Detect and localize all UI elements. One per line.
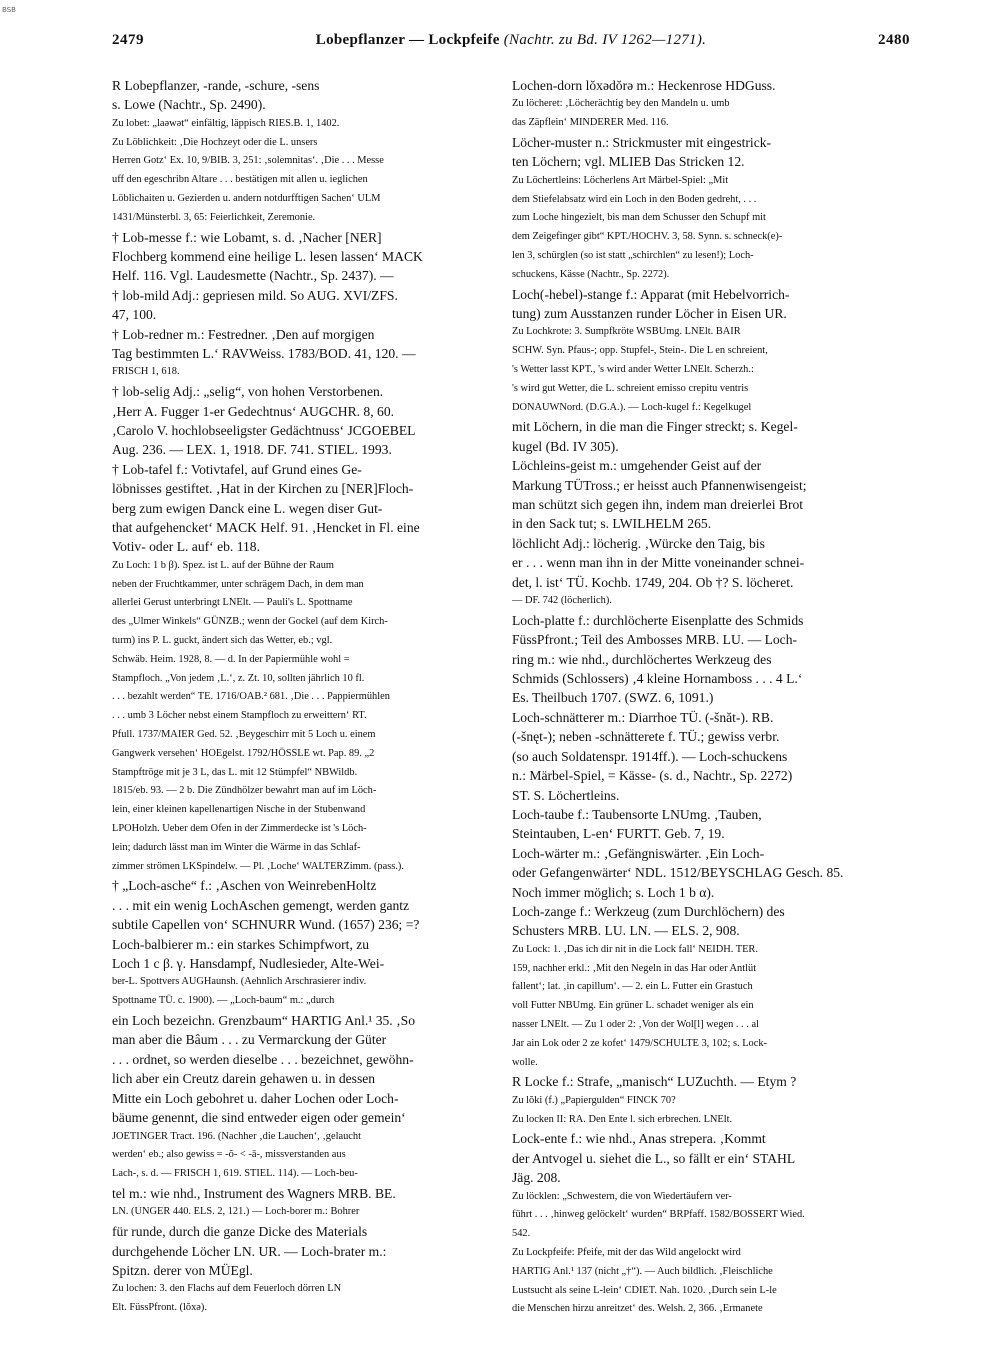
text-line: man schützt sich gegen ihn, indem man dreierlei Brot [512, 497, 804, 513]
text-line: zum Loche hingezielt, bis man dem Schusser den Schupf mit [512, 212, 766, 224]
text-line: Jar ain Lok oder 2 ze kofet‘ 1479/SCHULTE 3, 102; s. Lock- [512, 1037, 768, 1049]
text-line: Herren Gotz‘ Ex. 10, 9/BIB. 3, 251: ‚solemnitas‘. ‚Die . . . Messe [112, 155, 384, 167]
text-line: oder Gefangenwärter‘ NDL. 1512/BEYSCHLAG Gesch. 85. [512, 865, 844, 881]
text-line: dem Zeigefinger gibt“ KPT./HOCHV. 3, 58. Synn. s. schneck(e)- [512, 231, 783, 243]
text-line: Loch-schnätterer m.: Diarrhoe TÜ. (-šnăt-). RB. [512, 709, 774, 725]
text-line: † Lob-tafel f.: Votivtafel, auf Grund eines Ge- [112, 461, 362, 477]
text-line: Zu lochen: 3. den Flachs auf dem Feuerloch dörren LN [112, 1283, 342, 1295]
text-line: Spitzn. derer von MÜEgl. [112, 1262, 253, 1278]
text-line: . . . umb 3 Löcher nebst einem Stampfloch zu erweittern‘ RT. [112, 710, 367, 722]
text-line: nasser LNElt. — Zu 1 oder 2: ‚Von der Wol[l] wegen . . . al [512, 1018, 759, 1030]
text-line: kugel (Bd. IV 305). [512, 438, 619, 454]
text-line: für runde, durch die ganze Dicke des Materials [112, 1224, 368, 1240]
text-line: Schmids (Schlossers) ‚4 kleine Hornamboss . . . 4 L.‘ [512, 671, 803, 687]
text-line: 159, nachher erkl.: ‚Mit den Negeln in das Har oder Antlüt [512, 962, 757, 974]
text-line: 1815/eb. 93. — 2 b. Die Zündhölzer bewahrt man auf im Löch- [112, 785, 377, 797]
text-line: Zu Lock: 1. ‚Das ich dir nit in die Lock fall‘ NEIDH. TER. [512, 943, 758, 955]
text-line: Zu Lockpfeife: Pfeife, mit der das Wild angelockt wird [512, 1246, 741, 1258]
text-line: ber-L. Spottvers AUGHaunsh. (Aehnlich Arschrasierer indiv. [112, 976, 367, 988]
text-line: n.: Märbel-Spiel, = Kässe- (s. d., Nachtr., Sp. 2272) [512, 768, 793, 784]
text-line: Loch-balbierer m.: ein starkes Schimpfwort, zu [112, 936, 370, 952]
text-line: Mitte ein Loch gebohret u. daher Lochen oder Loch- [112, 1090, 399, 1106]
text-line: Zu Löblichkeit: ‚Die Hochzeyt oder die L. unsers [112, 136, 318, 148]
text-line: werden‘ eb.; also gewiss = -ŏ- < -ā-, missverstanden aus [112, 1149, 346, 1161]
text-line: DONAUWNord. (D.G.A.). — Loch-kugel f.: Kegelkugel [512, 401, 752, 413]
text-line: mit Löchern, in die man die Finger streckt; s. Kegel- [512, 419, 798, 435]
running-title [112, 32, 910, 49]
text-line: Loch-zange f.: Werkzeug (zum Durchlöchern) des [512, 903, 785, 919]
text-line: Gangwerk versehen‘ HOEgelst. 1792/HÖSSLE wt. Pap. 89. „2 [112, 747, 375, 759]
text-line: Loch 1 c β. γ. Hansdampf, Nudlesieder, Alte-Wei- [112, 956, 385, 972]
page-number-left: 2479 [112, 32, 144, 48]
text-line: allerlei Gerust unterbringt LNElt. — Pauli's L. Spottname [112, 597, 353, 609]
left-column [112, 76, 508, 1346]
text-line: wolle. [512, 1056, 538, 1068]
text-line: Löblichaiten u. Gezierden u. andern notdurfftigen Sachen‘ ULM [112, 193, 381, 204]
text-line: die Menschen hirzu anreitzet‘ des. Welsh. 2, 366. ‚Ermanete [512, 1303, 763, 1315]
text-line: Jäg. 208. [512, 1170, 561, 1186]
text-line: durchgehende Löcher LN. UR. — Loch-brater m.: [112, 1243, 387, 1259]
text-line: Helf. 116. Vgl. Laudesmette (Nachtr., Sp. 2437). — [112, 268, 394, 284]
text-line: 542. [512, 1228, 531, 1240]
text-line: uff den egeschribn Altare . . . bestätigen mit allen u. ieglichen [112, 174, 368, 186]
text-line: Löcher-muster n.: Strickmuster mit eingestrick- [512, 135, 772, 150]
text-line: ring m.: wie nhd., durchlöchertes Werkzeug des [512, 651, 772, 667]
text-line: — DF. 742 (löcherlich). [512, 595, 612, 607]
text-line: Aug. 236. — LEX. 1, 1918. DF. 741. STIEL. 1993. [112, 442, 392, 458]
page-header [112, 32, 910, 54]
text-line: R Locke f.: Strafe, „manisch“ LUZuchth. — Etym ? [512, 1074, 797, 1090]
text-line: † Lob-redner m.: Festredner. ‚Den auf morgigen [112, 326, 375, 342]
text-line: Zu löcheret: ‚Löcherächtig bey den Mandeln u. umb [512, 98, 730, 110]
text-line: SCHW. Syn. Pfaus-; opp. Stupfel-, Stein-. Die L en schreient, [512, 345, 768, 357]
text-line: s. Lowe (Nachtr., Sp. 2490). [112, 97, 266, 113]
text-line: Zu Löchertleins: Löcherlens Art Märbel-Spiel: „Mit [512, 174, 729, 186]
text-line: lein, einer kleinen kapellenartigen Nische in der Stubenwand [112, 804, 366, 816]
text-line: Pfull. 1737/MAIER Ged. 52. ‚Beygeschirr mit 5 Loch u. einem [112, 729, 376, 741]
text-line: turm) ins P. L. guckt, ändert sich das Wetter, eb.; vgl. [112, 635, 333, 647]
text-line: FRISCH 1, 618. [112, 366, 180, 378]
text-line: Schwäb. Heim. 1928, 8. — d. In der Papiermühle wohl = [112, 653, 350, 665]
text-line: . . . mit ein wenig LochAschen gemengt, werden gantz [112, 897, 410, 913]
text-line: LPOHolzh. Ueber dem Ofen in der Zimmerdecke ist 's Löch- [112, 823, 367, 835]
text-line: schuckens, Kässe (Nachtr., Sp. 2272). [512, 268, 670, 280]
text-line: . . . ordnet, so werden dieselbe . . . bezeichnet, gewöhn- [112, 1051, 414, 1067]
text-line: in den Sack tut; s. LWILHELM 265. [512, 516, 712, 532]
page-number-right: 2480 [878, 32, 910, 48]
text-line: 's Wetter lasst KPT., 's wird ander Wetter LNElt. Scherzh.: [512, 364, 754, 375]
text-line: (so auch Soldatenspr. 1914ff.). — Loch-schuckens [512, 748, 788, 764]
text-line: Schusters MRB. LU. LN. — ELS. 2, 908. [512, 923, 740, 939]
text-line: Loch-platte f.: durchlöcherte Eisenplatte des Schmids [512, 612, 804, 628]
text-line: bäume genennt, die sind entweder eigen oder gemein‘ [112, 1110, 406, 1126]
library-stamp: BSB [2, 6, 16, 14]
text-line: Spottname TÜ. c. 1900). — „Loch-baum“ m.: „durch [112, 995, 335, 1007]
text-line: Loch-taube f.: Taubensorte LNUmg. ‚Tauben, [512, 806, 762, 822]
text-line: len 3, schürglen (so ist statt „schirchlen“ zu lesen!); Loch- [512, 250, 754, 261]
text-line: Steintauben, L-en‘ FURTT. Geb. 7, 19. [512, 826, 725, 842]
title-sub: (Nachtr. zu Bd. IV 1262—1271). [503, 32, 707, 48]
text-line: fallent‘; lat. ‚in capillum‘. — 2. ein L. Futter ein Grastuch [512, 981, 753, 993]
text-line: Stampftröge mit je 3 L, das L. mit 12 Stümpfel“ NBWildb. [112, 766, 358, 778]
text-line: Zu Loch: 1 b β). Spez. ist L. auf der Bühne der Raum [112, 559, 334, 571]
text-line: tel m.: wie nhd., Instrument des Wagners MRB. BE. [112, 1185, 396, 1201]
text-line: voll Futter NBUmg. Ein grüner L. schadet weniger als ein [512, 1000, 754, 1012]
text-line: Es. Theilbuch 1707. (SWZ. 6, 1091.) [512, 690, 714, 706]
title-main: Lobepflanzer — Lockpfeife [315, 32, 500, 48]
text-line: ten Löchern; vgl. MLIEB Das Stricken 12. [512, 154, 745, 170]
text-line: löchlicht Adj.: löcherig. ‚Würcke den Taig, bis [512, 535, 765, 551]
text-line: das Zäpflein‘ MINDERER Med. 116. [512, 117, 669, 129]
text-line: Zu lobet: „laəwət“ einfältig, läppisch RIES.B. 1, 1402. [112, 117, 340, 129]
text-line: führt . . . ‚hinweg gelöckelt‘ wurden“ BRPfaff. 1582/BOSSERT Wied. [512, 1209, 805, 1221]
text-line: Löchleins-geist m.: umgehender Geist auf der [512, 458, 762, 474]
text-line: HARTIG Anl.¹ 137 (nicht „†“). — Auch bildlich. ‚Fleischliche [512, 1265, 773, 1277]
text-line: subtile Capellen von‘ SCHNURR Wund. (1657) 236; =? [112, 917, 420, 933]
text-line: ‚Carolo V. hochlobseeligster Gedächtnuss‘ JCGOEBEL [112, 423, 416, 439]
text-line: er . . . wenn man ihn in der Mitte voneinander schnei- [512, 555, 805, 571]
text-line: Zu locken II: RA. Den Ente l. sich erbrechen. LNElt. [512, 1113, 733, 1125]
text-line: der Antvogel u. siehet die L., so fällt er ein‘ STAHL [512, 1150, 796, 1166]
text-line: R Lobepflanzer, -rande, -schure, -sens [112, 78, 320, 93]
text-line: ‚Herr A. Fugger 1-er Gedechtnus‘ AUGCHR. 8, 60. [112, 403, 395, 419]
text-line: Votiv- oder L. auf‘ eb. 118. [112, 539, 260, 555]
text-line: tung) zum Ausstanzen runder Löcher in Eisen UR. [512, 306, 787, 321]
text-line: Tag bestimmten L.‘ RAVWeiss. 1783/BOD. 41, 120. — [112, 346, 416, 362]
text-line: † lob-selig Adj.: „selig“, von hohen Verstorbenen. [112, 384, 384, 400]
text-line: † Lob-messe f.: wie Lobamt, s. d. ‚Nacher [NER] [112, 229, 382, 245]
text-line: (-šnęt-); neben -schnätterete f. TÜ.; gewiss verbr. [512, 729, 780, 745]
text-line: † „Loch-asche“ f.: ‚Aschen von WeinrebenHoltz [112, 878, 377, 894]
text-line: Loch(-hebel)-stange f.: Apparat (mit Hebelvorrich- [512, 286, 790, 302]
text-line: Lochen-dorn lŏxədŏrə m.: Heckenrose HDGuss. [512, 78, 776, 93]
text-line: löbnisses gestiftet. ‚Hat in der Kirchen zu [NER]Floch- [112, 481, 414, 497]
text-line: neben der Fruchtkammer, unter schrägem Dach, in dem man [112, 578, 364, 590]
text-line: † lob-mild Adj.: gepriesen mild. So AUG. XVI/ZFS. [112, 287, 398, 303]
text-line: Stampfloch. „Von jedem ‚L.‘, z. Zt. 10, sollten jährlich 10 fl. [112, 672, 365, 684]
text-line: 47, 100. [112, 307, 157, 323]
text-line: . . . bezahlt werden“ TE. 1716/OAB.² 681. ‚Die . . . Pappiermühlen [112, 691, 390, 703]
text-line: Flochberg kommend eine heilige L. lesen lassen‘ MACK [112, 249, 423, 264]
text-line: man aber die Bâum . . . zu Vermarckung der Güter [112, 1032, 387, 1048]
text-line: berg zum ewigen Danck eine L. wegen diser Gut- [112, 500, 383, 516]
text-line: lich aber ein Creutz darein gehawen u. in dessen [112, 1071, 376, 1087]
right-column [512, 76, 910, 1346]
text-line: Lustsucht als seine L-lein‘ CDIET. Nah. 1020. ‚Durch sein L-le [512, 1284, 777, 1296]
text-line: that aufgehencket‘ MACK Helf. 91. ‚Hencket in Fl. eine [112, 520, 420, 536]
text-line: Noch immer möglich; s. Loch 1 b α). [512, 884, 715, 900]
text-line: Zu Lochkrote: 3. Sumpfkröte WSBUmg. LNElt. BAIR [512, 326, 741, 338]
text-line: 's wird gut Wetter, die L. schreient emisso crepitu ventris [512, 382, 749, 394]
text-line: des „Ulmer Winkels“ GÜNZB.; wenn der Gockel (auf dem Kirch- [112, 616, 388, 628]
text-line: Elt. FüssPfront. (lŏxə). [112, 1302, 207, 1314]
text-line: lein; dadurch lässt man im Winter die Wärme in das Schlaf- [112, 841, 361, 853]
text-line: 1431/Münsterbl. 3, 65: Feierlichkeit, Zeremonie. [112, 211, 316, 223]
text-line: LN. (UNGER 440. ELS. 2, 121.) — Loch-borer m.: Bohrer [112, 1206, 360, 1218]
text-line: dem Stiefelabsatz wird ein Loch in den Boden gedreht, . . . [512, 193, 757, 205]
text-line: JOETINGER Tract. 196. (Nachher ‚die Lauchen‘, ‚gelaucht [112, 1130, 362, 1142]
text-line: ST. S. Löchertleins. [512, 787, 620, 803]
text-line: Zu lŏki (f.) „Papiergulden“ FINCK 70? [512, 1094, 676, 1106]
text-line: Lach-, s. d. — FRISCH 1, 619. STIEL. 114). — Loch-beu- [112, 1168, 358, 1180]
text-line: zimmer strömen LKSpindelw. — Pl. ‚Loche‘ WALTERZimm. (pass.). [112, 860, 404, 872]
text-line: Loch-wärter m.: ‚Gefängniswärter. ‚Ein Loch- [512, 845, 765, 861]
text-line: ein Loch bezeichn. Grenzbaum“ HARTIG Anl.¹ 35. ‚So [112, 1013, 415, 1029]
text-line: Markung TÜTross.; er heisst auch Pfannenwisengeist; [512, 477, 807, 493]
text-line: det, l. ist‘ TÜ. Kochb. 1749, 204. Ob †? S. löcheret. [512, 574, 794, 590]
text-line: Zu löcklen: „Schwestern, die von Wiedertäufern ver- [512, 1190, 732, 1202]
text-line: FüssPfront.; Teil des Ambosses MRB. LU. — Loch- [512, 632, 798, 648]
text-line: Lock-ente f.: wie nhd., Anas strepera. ‚Kommt [512, 1131, 766, 1147]
